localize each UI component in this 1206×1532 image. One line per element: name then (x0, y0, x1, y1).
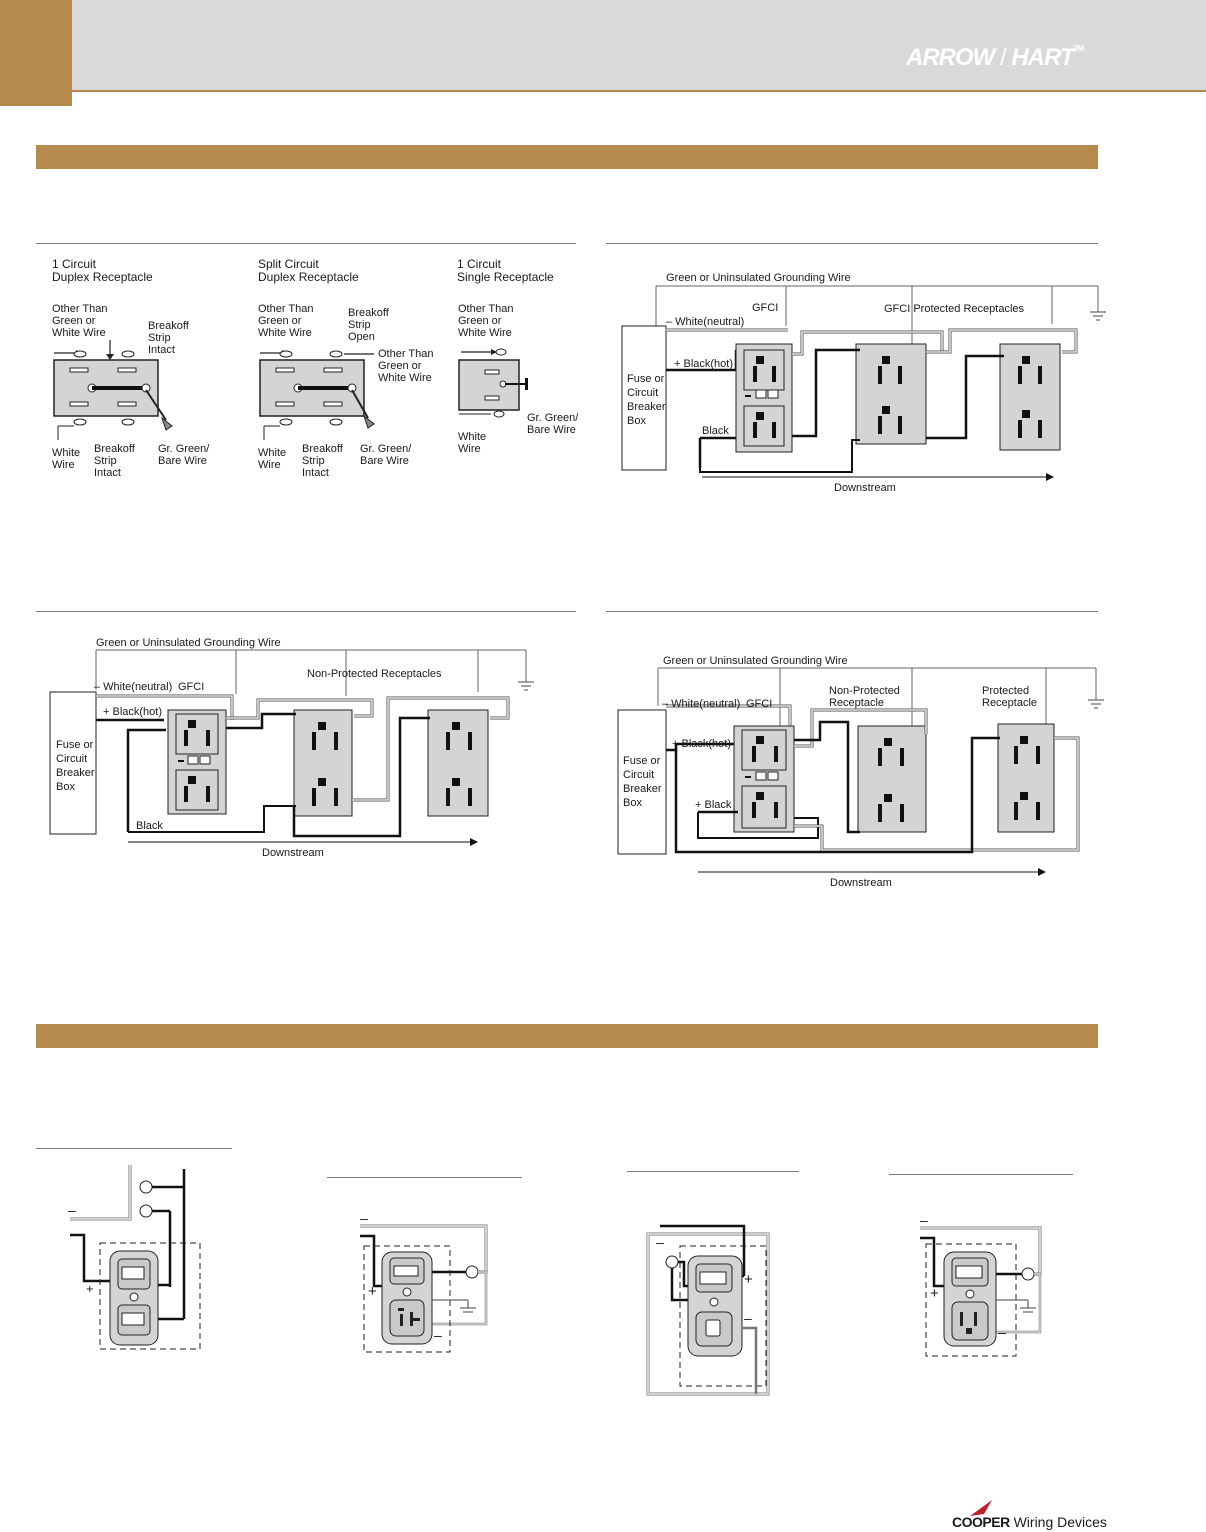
label-breakoff-top: Breakoff Strip Intact (148, 320, 189, 356)
label-black-hot: + Black(hot) (674, 358, 733, 370)
label-black: Black (136, 820, 163, 832)
switch-4-plus: + (930, 1285, 939, 1302)
switch-diagram-1 (60, 1165, 240, 1365)
arrow-hart-logo: ARROW / HART™ (906, 44, 1084, 71)
header-tab (0, 0, 72, 106)
label-ground: Gr. Green/ Bare Wire (360, 443, 412, 467)
label-black-hot: + Black(hot) (672, 738, 731, 750)
switch-4-minus: – (920, 1212, 928, 1228)
switch-1-plus: + (86, 1281, 94, 1296)
rule-switch-4 (889, 1174, 1073, 1175)
split-device-drawing (254, 340, 394, 450)
gfci-protected-wiring (606, 260, 1126, 500)
single-device-drawing (455, 340, 545, 430)
switch-4-minus-b: – (998, 1324, 1006, 1340)
title: 1 Circuit Single Receptacle (457, 257, 554, 284)
label-white-neutral: – White(neutral) (94, 681, 173, 693)
title: Split Circuit Duplex Receptacle (258, 257, 359, 284)
section-bar-bottom (36, 1024, 1098, 1048)
section-bar-top (36, 145, 1098, 169)
label-white-neutral: – White(neutral) (666, 316, 745, 328)
switch-1-minus: – (68, 1202, 76, 1218)
label-black: Black (702, 425, 729, 437)
title: 1 Circuit Duplex Receptacle (52, 257, 153, 284)
switch-diagram-2 (356, 1196, 536, 1376)
label-other-than: Other Than Green or White Wire (458, 303, 514, 339)
label-box: Fuse or Circuit Breaker Box (627, 373, 666, 427)
switch-diagram-3 (640, 1216, 820, 1416)
switch-diagram-4 (916, 1214, 1096, 1394)
duplex-device-drawing (48, 340, 188, 450)
label-black-hot: + Black(hot) (103, 706, 162, 718)
label-gfci: GFCI (178, 681, 205, 693)
rule-switch-1 (36, 1148, 232, 1149)
switch-3-plus: + (744, 1271, 753, 1288)
label-white-wire: White Wire (258, 447, 287, 471)
rule-switch-3 (627, 1171, 799, 1172)
switch-3-minus: – (656, 1234, 664, 1250)
cooper-wiring-devices-logo: COOPER Wiring Devices (952, 1514, 1107, 1530)
label-box: Fuse or Circuit Breaker Box (56, 739, 95, 793)
label-ground: Gr. Green/ Bare Wire (527, 412, 579, 436)
rule-non-protected (36, 611, 576, 612)
label-breakoff-bottom: Breakoff Strip Intact (302, 443, 343, 479)
label-non-protected: Non-Protected Receptacle (829, 685, 900, 709)
label-other-than: Other Than Green or White Wire (52, 303, 108, 339)
label-protected: Protected Receptacle (982, 685, 1038, 709)
rule-switch-2 (327, 1177, 522, 1178)
label-non-protected: Non-Protected Receptacles (307, 668, 442, 680)
label-white-neutral: – White(neutral) (662, 698, 741, 710)
label-breakoff-top: Breakoff Strip Open (348, 307, 389, 343)
switch-2-minus-b: – (434, 1327, 442, 1343)
label-gfci: GFCI (752, 302, 779, 314)
label-white-wire: White Wire (52, 447, 81, 471)
rule-receptacles (36, 243, 576, 244)
label-black: + Black (695, 799, 732, 811)
label-ground-wire: Green or Uninsulated Grounding Wire (666, 272, 851, 284)
label-ground-wire: Green or Uninsulated Grounding Wire (663, 655, 848, 667)
switch-2-plus: + (368, 1283, 377, 1300)
non-protected-wiring (36, 630, 556, 860)
label-ground-wire: Green or Uninsulated Grounding Wire (96, 637, 281, 649)
rule-mixed (606, 611, 1098, 612)
label-breakoff-bottom: Breakoff Strip Intact (94, 443, 135, 479)
label-box: Fuse or Circuit Breaker Box (623, 755, 662, 809)
label-gfci: GFCI (746, 698, 773, 710)
header-rule (72, 90, 1206, 92)
label-ground: Gr. Green/ Bare Wire (158, 443, 210, 467)
switch-3-minus-b: – (744, 1310, 752, 1326)
label-protected: GFCI Protected Receptacles (884, 303, 1025, 315)
label-downstream: Downstream (834, 482, 896, 494)
label-white-wire: White Wire (458, 431, 487, 455)
label-other-than-right: Other Than Green or White Wire (378, 348, 434, 384)
rule-gfci-protected (606, 243, 1098, 244)
label-downstream: Downstream (830, 877, 892, 889)
label-downstream: Downstream (262, 847, 324, 859)
switch-2-minus: – (360, 1210, 368, 1226)
label-other-than-left: Other Than Green or White Wire (258, 303, 314, 339)
